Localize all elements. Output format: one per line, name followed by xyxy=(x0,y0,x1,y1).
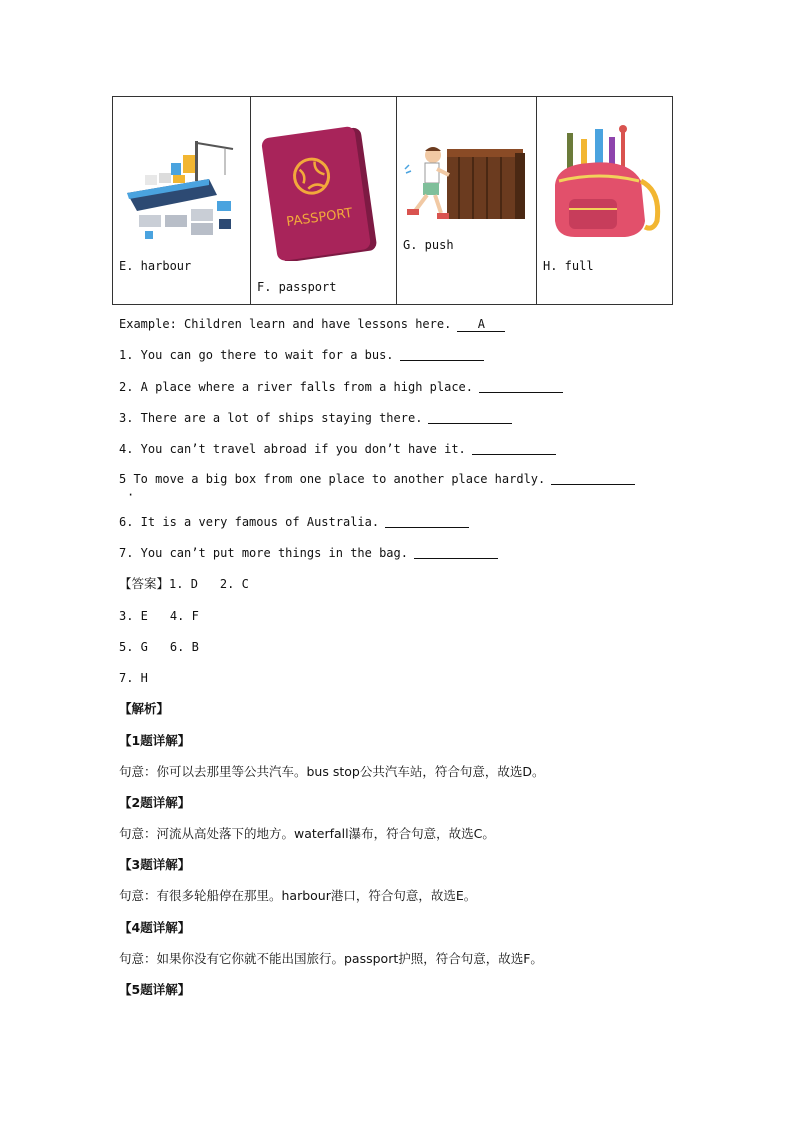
question-3: 3. There are a lot of ships staying there. xyxy=(119,411,512,425)
question-7: 7. You can’t put more things in the bag. xyxy=(119,546,498,560)
answer-item: 5. G xyxy=(119,640,148,654)
question-4: 4. You can’t travel abroad if you don’t have it. xyxy=(119,442,556,456)
passport-icon xyxy=(259,125,383,261)
explanation-heading-4: 【4题详解】 xyxy=(119,920,191,935)
explanation-text-3: 句意：有很多轮船停在那里。harbour港口，符合句意，故选E。 xyxy=(119,888,477,903)
answers-line-2 xyxy=(119,608,199,623)
question-2: 2. A place where a river falls from a high place. xyxy=(119,380,563,394)
picture-cell-full xyxy=(537,97,672,304)
explanation-text-4: 句意：如果你没有它你就不能出国旅行。passport护照，符合句意，故选F。 xyxy=(119,951,543,966)
picture-label: H. full xyxy=(543,259,594,273)
answers-line-4 xyxy=(119,670,148,685)
answer-item: 2. C xyxy=(219,577,249,591)
picture-label: G. push xyxy=(403,238,454,252)
passport-cover-text: PASSPORT xyxy=(285,205,354,231)
explanation-heading-5: 【5题详解】 xyxy=(119,982,191,997)
picture-cell-passport xyxy=(251,97,397,304)
explanation-heading-2: 【2题详解】 xyxy=(119,795,191,810)
analysis-heading: 【解析】 xyxy=(119,701,170,716)
answer-blank[interactable] xyxy=(428,411,512,424)
picture-cell-harbour xyxy=(113,97,251,304)
answer-blank[interactable] xyxy=(551,472,635,485)
picture-label: E. harbour xyxy=(119,259,192,273)
example-answer: A xyxy=(457,317,505,332)
picture-label: F. passport xyxy=(257,280,337,294)
question-5: 5 To move a big box from one place to another place hardly. xyxy=(119,472,635,486)
answers-line-1 xyxy=(119,574,249,592)
answer-item: 1. D xyxy=(169,577,198,591)
picture-table xyxy=(112,96,673,305)
answers-line-3 xyxy=(119,639,199,654)
bullet-dot: · xyxy=(127,488,135,502)
answer-blank[interactable] xyxy=(385,515,469,528)
answer-blank[interactable] xyxy=(479,380,563,393)
question-1: 1. You can go there to wait for a bus. xyxy=(119,348,484,362)
answer-blank[interactable] xyxy=(414,546,498,559)
question-6: 6. It is a very famous of Australia. xyxy=(119,515,469,529)
explanation-text-1: 句意：你可以去那里等公共汽车。bus stop公共汽车站，符合句意，故选D。 xyxy=(119,764,545,779)
explanation-heading-1: 【1题详解】 xyxy=(119,733,191,748)
example-line xyxy=(119,317,505,332)
explanation-heading-3: 【3题详解】 xyxy=(119,857,191,872)
full-backpack-icon xyxy=(545,125,663,243)
harbour-ship-icon xyxy=(125,135,237,245)
answer-blank[interactable] xyxy=(472,442,556,455)
answer-blank[interactable] xyxy=(400,348,484,361)
picture-cell-push xyxy=(397,97,537,304)
example-text: Example: Children learn and have lessons here. xyxy=(119,317,452,331)
answer-item: 3. E xyxy=(119,609,148,623)
answer-item: 4. F xyxy=(169,609,199,623)
answer-item: 7. H xyxy=(119,671,148,685)
answer-label: 【答案】 xyxy=(119,576,170,591)
explanation-text-2: 句意：河流从高处落下的地方。waterfall瀑布，符合句意，故选C。 xyxy=(119,826,495,841)
boy-pushing-box-icon xyxy=(403,145,531,225)
answer-item: 6. B xyxy=(169,640,199,654)
